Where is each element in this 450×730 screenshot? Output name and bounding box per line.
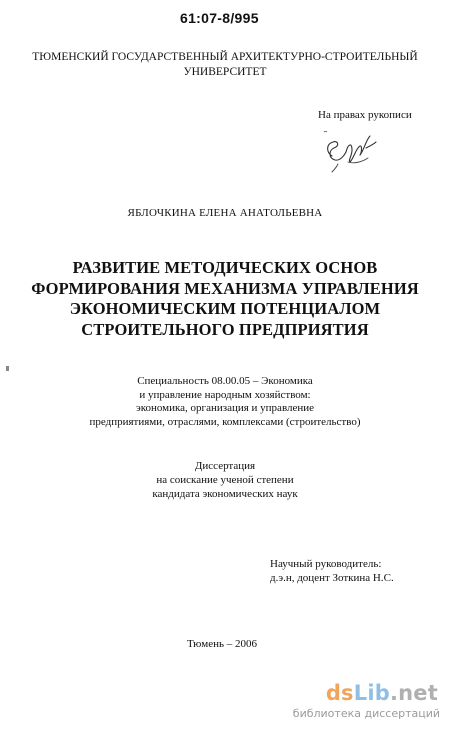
dissertation-title bbox=[0, 258, 450, 340]
university-name bbox=[0, 50, 450, 80]
title-line-4: СТРОИТЕЛЬНОГО ПРЕДПРИЯТИЯ bbox=[81, 319, 369, 339]
logo-part-net: .net bbox=[389, 681, 438, 705]
logo-part-lib: Lib bbox=[353, 681, 390, 705]
university-line-2: УНИВЕРСИТЕТ bbox=[183, 66, 267, 78]
dslib-logo bbox=[326, 680, 438, 706]
university-line-1: ТЮМЕНСКИЙ ГОСУДАРСТВЕННЫЙ АРХИТЕКТУРНО-СТРОИТЕЛЬНЫЙ bbox=[32, 51, 418, 63]
title-line-3: ЭКОНОМИЧЕСКИМ ПОТЕНЦИАЛОМ bbox=[69, 299, 381, 318]
place-and-year: Тюмень – 2006 bbox=[187, 638, 257, 650]
specialty-line-3: экономика, организация и управление bbox=[135, 402, 315, 414]
supervisor-block bbox=[270, 557, 394, 585]
specialty-block bbox=[0, 375, 450, 429]
title-line-1: РАЗВИТИЕ МЕТОДИЧЕСКИХ ОСНОВ bbox=[72, 258, 378, 277]
supervisor-label: Научный руководитель: bbox=[270, 558, 382, 570]
watermark-caption: библиотека диссертаций bbox=[292, 707, 440, 720]
margin-mark bbox=[6, 366, 9, 371]
title-line-2: ФОРМИРОВАНИЯ МЕХАНИЗМА УПРАВЛЕНИЯ bbox=[31, 278, 419, 298]
logo-part-ds: ds bbox=[325, 681, 354, 705]
degree-line-1: Диссертация bbox=[194, 460, 256, 472]
handwritten-signature bbox=[318, 122, 380, 174]
author-name: ЯБЛОЧКИНА ЕЛЕНА АНАТОЛЬЕВНА bbox=[127, 207, 323, 219]
specialty-line-2: и управление народным хозяйством: bbox=[139, 388, 311, 401]
archive-stamp: 61:07-8/995 bbox=[180, 10, 259, 26]
degree-block bbox=[0, 459, 450, 501]
degree-line-2: на соискание ученой степени bbox=[156, 474, 294, 486]
dslib-watermark bbox=[268, 680, 446, 726]
supervisor-name: д.э.н, доцент Зоткина Н.С. bbox=[270, 572, 394, 584]
manuscript-rights-note: На правах рукописи bbox=[318, 109, 412, 121]
degree-line-3: кандидата экономических наук bbox=[152, 488, 298, 500]
specialty-line-4: предприятиями, отраслями, комплексами (строительство) bbox=[89, 415, 361, 428]
specialty-line-1: Специальность 08.00.05 – Экономика bbox=[137, 375, 313, 387]
